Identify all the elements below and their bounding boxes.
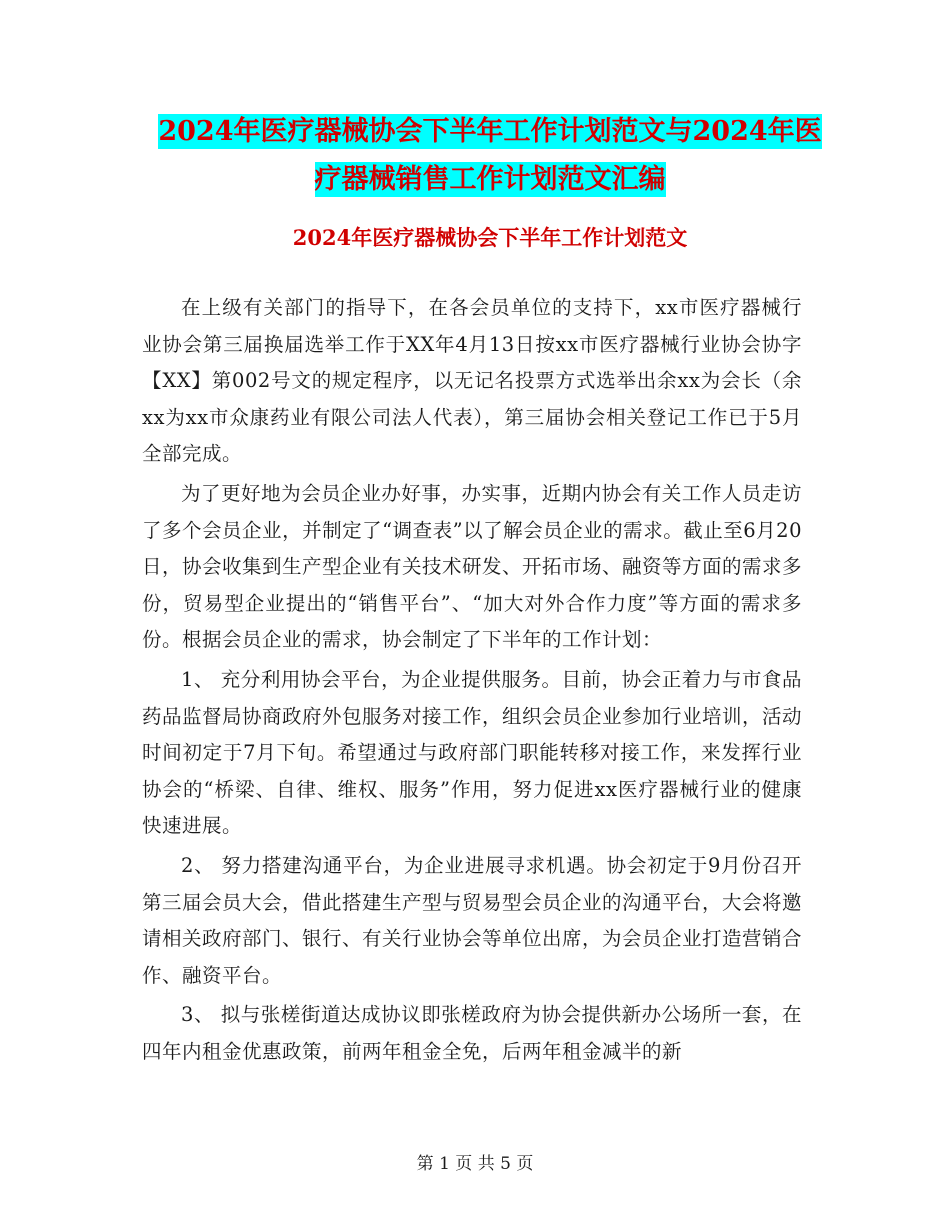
document-title	[140, 108, 840, 204]
paragraph: 2、 努力搭建沟通平台，为企业进展寻求机遇。协会初定于9月份召开第三届会员大会，借此搭建生产型与贸易型会员企业的沟通平台，大会将邀请相关政府部门、银行、有关行业协会等单位出席，为会员企业打造营销合作、融资平台。	[142, 853, 803, 987]
document-title-line-2: 疗器械销售工作计划范文汇编	[314, 164, 666, 195]
document-body	[142, 290, 802, 1073]
section-title: 2024年医疗器械协会下半年工作计划范文	[292, 225, 688, 250]
page-footer: 第 1 页 共 5 页	[416, 1154, 534, 1174]
paragraph: 3、 拟与张槎街道达成协议即张槎政府为协会提供新办公场所一套，在四年内租金优惠政策，前两年租金全免，后两年租金减半的新	[142, 1003, 802, 1063]
paragraph: 为了更好地为会员企业办好事，办实事，近期内协会有关工作人员走访了多个会员企业，并制定了“调查表”以了解会员企业的需求。截止至6月20日，协会收集到生产型企业有关技术研发、开拓市场、融资等方面的需求多份，贸易型企业提出的“销售平台”、“加大对外合作力度”等方面的需求多份。根据会员企业的需求，协会制定了下半年的工作计划：	[142, 481, 803, 652]
paragraph: 1、 充分利用协会平台，为企业提供服务。目前，协会正着力与市食品药品监督局协商政府外包服务对接工作，组织会员企业参加行业培训，活动时间初定于7月下旬。希望通过与政府部门职能转移对接工作，来发挥行业协会的“桥梁、自律、维权、服务”作用，努力促进xx医疗器械行业的健康快速进展。	[142, 667, 803, 838]
document-title-line-1: 2024年医疗器械协会下半年工作计划范文与2024年医	[158, 116, 822, 147]
paragraph: 在上级有关部门的指导下，在各会员单位的支持下，xx市医疗器械行业协会第三届换届选举工作于XX年4月13日按xx市医疗器械行业协会协字【XX】第002号文的规定程序，以无记名投票方式选举出余xx为会长（余xx为xx市众康药业有限公司法人代表），第三届协会相关登记工作已于5月全部完成。	[142, 296, 802, 466]
